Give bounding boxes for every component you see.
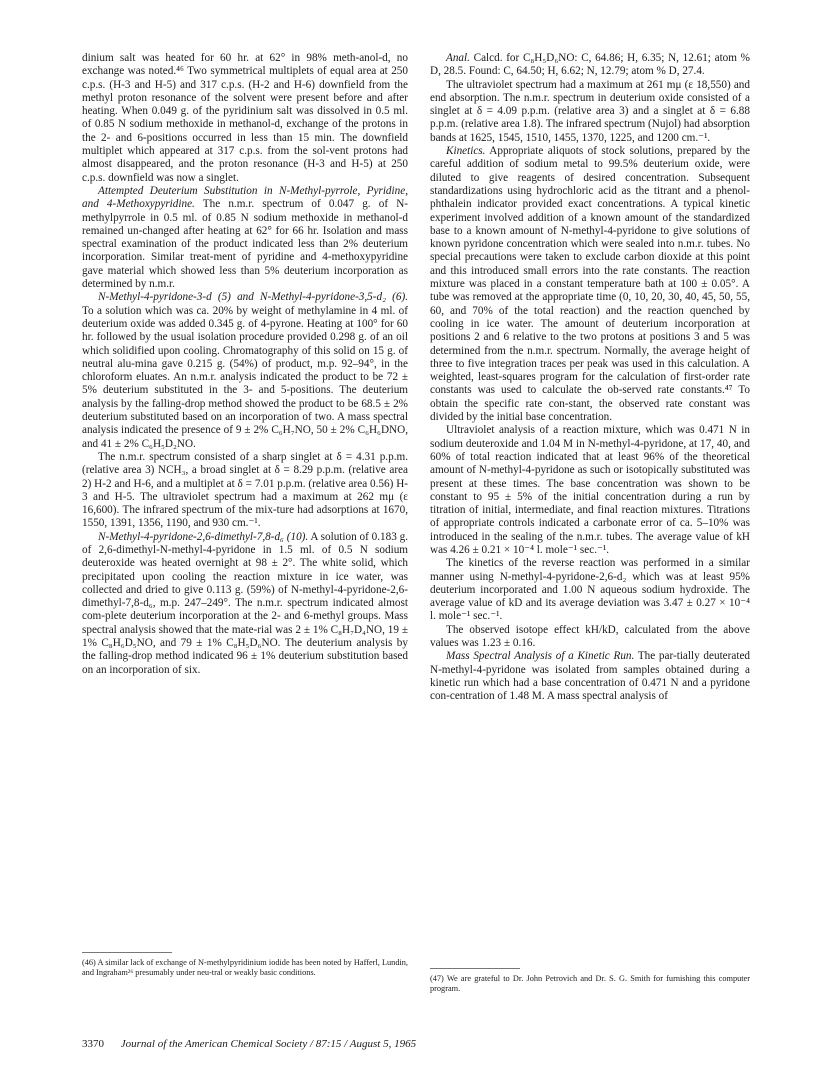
footnote-47: (47) We are grateful to Dr. John Petrovich and Dr. S. G. Smith for furnishing this computer program.	[430, 974, 750, 993]
journal-citation: Journal of the American Chemical Society / 87:15 / August 5, 1965	[120, 1038, 417, 1050]
paragraph	[82, 185, 408, 291]
section-heading: Kinetics.	[446, 145, 486, 158]
paragraph-text: The ultraviolet spectrum had a maximum at 261 mμ (ε 18,550) and end absorption. The n.m.r. spectrum in deuterium oxide consisted of a singlet at δ = 4.09 p.p.m. (relative area 3) and a singlet at δ = 6.88 p.p.m. (relative area 1.8). The infrared spectrum (Nujol) had absorption bands at 1625, 1545, 1510, 1455, 1370, 1225, and 1200 cm.⁻¹.	[430, 78, 750, 144]
paragraph	[430, 650, 750, 703]
page-number: 3370	[82, 1038, 104, 1050]
paragraph-text: The n.m.r. spectrum consisted of a sharp singlet at δ = 4.31 p.p.m. (relative area 3) NCH₃, a broad singlet at δ = 8.29 p.p.m. (relative area 2) H-2 and H-6, and a multiplet at δ = 7.01 p.p.m. (relative area 0.56) H-3 and H-5. The ultraviolet spectrum had a maximum at 262 mμ (ε 16,600). The infrared spectrum of the mix-ture had adsorptions at 1670, 1550, 1391, 1356, 1190, and 930 cm.⁻¹.	[82, 450, 408, 530]
paragraph-text: dinium salt was heated for 60 hr. at 62° in 98% meth-anol-d, no exchange was noted.⁴⁶ Two symmetrical multiplets of equal area at 250 c.p.s. (H-3 and H-5) and 317 c.p.s. (H-2 and H-6) downfield from the methyl proton resonance of the solvent were present before and after heating. When 0.049 g. of the pyridinium salt was dissolved in 0.5 ml. of 0.85 N sodium methoxide in methanol-d, exchange of the protons in the 2- and 6-positions occurred in less than 15 min. The downfield multiplet which appeared at 317 c.p.s. from the sol-vent protons had almost disappeared, and the proton resonance (H-3 and H-5) at 250 c.p.s. downfield was now a singlet.	[82, 52, 408, 184]
paragraph	[430, 52, 750, 79]
paragraph	[430, 79, 750, 145]
paragraph-text: A solution of 0.183 g. of 2,6-dimethyl-N-methyl-4-pyridone in 1.5 ml. of 0.5 N sodium deuteroxide was heated overnight at 98 ± 2°. The white solid, which precipitated upon cooling the reaction mixture in ice water, was collected and dried to give 0.113 g. (59%) of N-methyl-4-pyridone-2,6-dimethyl-7,8-d₆, m.p. 247–249°. The n.m.r. spectrum indicated almost com-plete deuterium incorporation at the 2- and 6-methyl groups. Mass spectral analysis showed that the mate-rial was 2 ± 1% C₈H₇D₄NO, 19 ± 1% C₈H₆D₅NO, and 79 ± 1% C₈H₅D₆NO. The deuterium analysis by the falling-drop method indicated 96 ± 1% deuterium substitution based on an incorporation of six.	[82, 530, 409, 676]
section-heading: Attempted Deuterium Substitution in N-Methyl-pyrrole, Pyridine, and 4-Methoxypyridine.	[82, 184, 408, 211]
section-heading: Mass Spectral Analysis of a Kinetic Run.	[446, 650, 635, 663]
paragraph	[430, 557, 750, 623]
paragraph-text: Ultraviolet analysis of a reaction mixture, which was 0.471 N in sodium deuteroxide and 1.04 M in N-methyl-4-pyridone, at 17, 40, and 60% of total reaction indicated that at least 96% of the theoretical amount of N-methyl-4-pyridone as such or isotopically substituted was present at these times. The base concentration was shown to be constant to 95 ± 5% of the initial concentration during a run by titration of initial, intermediate, and final reaction mixtures. Titrations of appropriate controls indicated a carbonate error of ca. 5–10% was introduced in the sealing of the n.m.r. tubes. The average value of kH was 4.26 ± 0.21 × 10⁻⁴ l. mole⁻¹ sec.⁻¹.	[430, 424, 750, 556]
paragraph-text: The n.m.r. spectrum of 0.047 g. of N-methylpyrrole in 0.5 ml. of 0.85 N sodium methoxide in methanol-d remained un-changed after heating at 62° for 66 hr. Isolation and mass spectral examination of the product indicated less than 2% deuterium incorporation. Similar treat-ment of pyridine and 4-methoxypyridine gave material which showed less than 5% deuterium incorporation as determined by n.m.r.	[82, 198, 408, 291]
left-column	[82, 52, 408, 677]
paragraph	[82, 52, 408, 185]
paragraph	[82, 291, 408, 451]
paragraph	[82, 451, 408, 531]
section-heading: Anal.	[446, 52, 470, 64]
paragraph-text: The par-tially deuterated N-methyl-4-pyridone was isolated from samples obtained during a kinetic run which had a base concentration of 0.471 N and a pyridone con-centration of 1.48 M. A mass spectral analysis of	[430, 650, 750, 703]
paragraph-text: Calcd. for C₈H₅D₆NO: C, 64.86; H, 6.35; N, 12.61; atom % D, 28.5. Found: C, 64.50; H, 6.62; N, 12.79; atom % D, 27.4.	[430, 52, 750, 78]
paragraph-text: The kinetics of the reverse reaction was performed in a similar manner using N-methyl-4-pyridone-2,6-d₂ which was at least 95% deuterium incorporated and 1.00 N aqueous sodium hydroxide. The average value of kD and its average deviation was 3.47 ± 0.27 × 10⁻⁴ l. mole⁻¹ sec.⁻¹.	[430, 557, 750, 623]
right-column	[430, 52, 750, 704]
footnote-rule	[430, 968, 520, 969]
section-heading: N-Methyl-4-pyridone-3-d (5) and N-Methyl-4-pyridone-3,5-d₂ (6).	[98, 291, 408, 304]
paragraph-text: Appropriate aliquots of stock solutions, prepared by the careful addition of sodium metal to 99.5% deuterium oxide, were diluted to give reagents of desired concentration. Subsequent standardizations using hydrochloric acid as the titrant and a phenol-phthalein indicator provided exact concentrations. A typical kinetic experiment involved addition of a known amount of the standardized base to a known amount of N-methyl-4-pyridone to give solutions of known pyridone concentration which were sealed into n.m.r. tubes. No special precautions were taken to exclude carbon dioxide at this point and this introduced small errors into the rate constants. The reaction mixture was placed in a constant temperature bath at 100 ± 0.05°. A tube was removed at the appropriate time (0, 10, 20, 30, 40, 45, 50, 55, 60, and 70% of the total reaction) and the reaction quenched by cooling in ice water. The amount of deuterium incorporation at positions 2 and 6 relative to the two protons at positions 3 and 5 was determined from the n.m.r. spectrum. Normally, the average height of three to five integration traces per peak was used in this calculation. A weighted, least-squares program for the calculation of first-order rate constants was used to calculate the ob-served rate constants.⁴⁷ To obtain the specific rate con-stant, the observed rate constant was divided by the initial base concentration.	[430, 145, 750, 424]
paragraph	[82, 531, 408, 677]
page-footer	[82, 1038, 416, 1050]
paragraph	[430, 145, 750, 424]
footnote-46: (46) A similar lack of exchange of N-methylpyridinium iodide has been noted by Hafferl, Lundin, and Ingraham²⁶ presumably under neu-tral or weakly basic conditions.	[82, 958, 408, 977]
paragraph	[430, 424, 750, 557]
paragraph-text: The observed isotope effect kH/kD, calculated from the above values was 1.23 ± 0.16.	[430, 623, 750, 650]
paragraph	[430, 624, 750, 651]
footnote-rule	[82, 952, 172, 953]
paragraph-text: To a solution which was ca. 20% by weight of methylamine in 4 ml. of deuterium oxide was added 0.345 g. of 4-pyrone. Heating at 100° for 60 hr. followed by the usual isolation procedure provided 0.298 g. of an oil which solidified upon cooling. Chromatography of this solid on 15 g. of neutral alu-mina gave 0.215 g. (54%) of product, m.p. 92–94°, in the chloroform eluates. An n.m.r. analysis indicated the product to be 72 ± 5% deuterium substituted in the 3- and 5-positions. The deuterium analysis by the falling-drop method showed the product to be 68.5 ± 2% deuterium substituted based on an incorporation of two. A mass spectral analysis indicated the presence of 9 ± 2% C₆H₇NO, 50 ± 2% C₆H₆DNO, and 41 ± 2% C₆H₅D₂NO.	[82, 304, 408, 450]
section-heading: N-Methyl-4-pyridone-2,6-dimethyl-7,8-d₆ (10).	[98, 530, 309, 543]
